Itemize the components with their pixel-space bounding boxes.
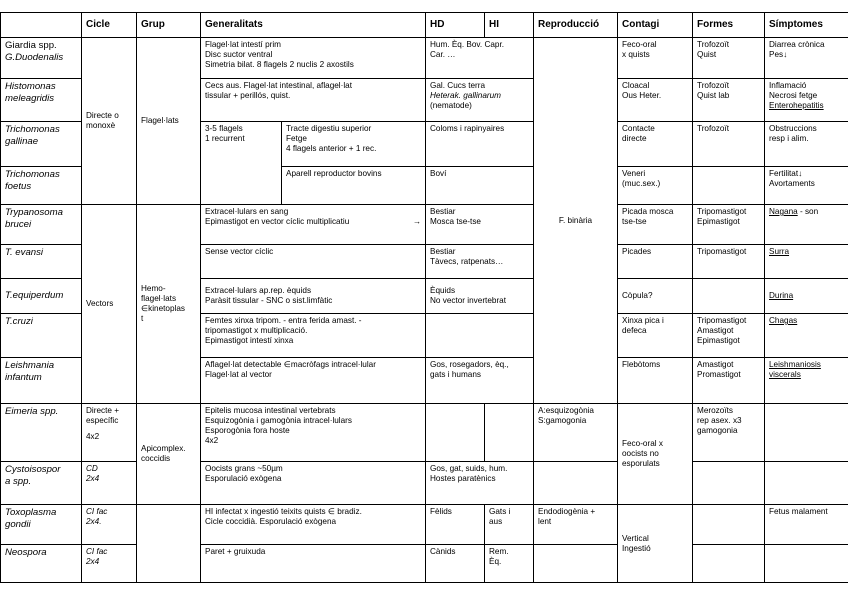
gen-text: tripomastigot x multiplicació. <box>205 326 308 335</box>
simptomes-cell <box>765 245 848 279</box>
species-name: T.cruzi <box>5 316 33 327</box>
cicle-text: 2x4 <box>86 557 100 566</box>
simptomes-link[interactable]: Chagas <box>769 316 798 325</box>
contagi-text: oocists no <box>622 449 659 458</box>
grup-text: Flagel·lats <box>141 116 179 125</box>
hd-text: Cànids <box>430 547 456 556</box>
formes-text: Tripomastigot <box>697 247 747 256</box>
generalitats-cell <box>201 505 426 545</box>
hd-text: Gal. Cucs terra <box>430 81 486 90</box>
repro-text: A:esquizogònia <box>538 406 594 415</box>
gen-text: 1 recurrent <box>205 134 245 143</box>
species-name: Cystoisospor <box>5 464 61 475</box>
contagi-cell <box>618 358 693 404</box>
contagi-cell <box>618 38 693 79</box>
hd-cell <box>426 38 534 79</box>
hi-text: Èq. <box>489 557 502 566</box>
cicle-text: CD <box>86 464 98 473</box>
contagi-text: Picada mosca <box>622 207 674 216</box>
gen-text: 4 flagels anterior + 1 rec. <box>286 144 377 153</box>
contagi-text: defeca <box>622 326 647 335</box>
contagi-cell <box>618 79 693 122</box>
header-hi: HI <box>485 13 534 38</box>
hi-text: aus <box>489 517 503 526</box>
reproduccio-cell <box>534 404 618 462</box>
header-simptomes: Símptomes <box>765 13 848 38</box>
simptomes-link[interactable]: Nagana <box>769 207 798 216</box>
species-name: Toxoplasma <box>5 507 57 518</box>
hd-text: Heterak. gallinarum <box>430 91 501 100</box>
formes-cell <box>693 314 765 358</box>
gen-text: Fetge <box>286 134 307 143</box>
contagi-text: x quists <box>622 50 650 59</box>
hd-cell <box>426 505 485 545</box>
simptomes-text: Fetus malament <box>769 507 828 516</box>
contagi-text: Feco-oral x <box>622 439 663 448</box>
cicle-text: 4x2 <box>86 432 100 441</box>
generalitats-cell <box>201 38 426 79</box>
hi-cell <box>485 505 534 545</box>
grup-text: Hemo- <box>141 284 166 293</box>
formes-text: rep asex. x3 <box>697 416 742 425</box>
formes-text: Epimastigot <box>697 217 740 226</box>
hd-cell <box>426 404 485 462</box>
header-formes: Formes <box>693 13 765 38</box>
contagi-text: Contacte <box>622 124 655 133</box>
gen-text: Paràsit tissular - SNC o sist.limfàtic <box>205 296 333 305</box>
species-name: Histomonas <box>5 81 56 92</box>
species-name: Eimeria spp. <box>5 406 59 417</box>
formes-cell <box>693 505 765 545</box>
contagi-cell <box>618 167 693 205</box>
gen-text: Epitelis mucosa intestinal vertebrats <box>205 406 336 415</box>
contagi-text: Veneri <box>622 169 646 178</box>
header-contagi: Contagi <box>618 13 693 38</box>
contagi-text: Cloacal <box>622 81 650 90</box>
simptomes-cell <box>765 505 848 545</box>
hd-cell <box>426 462 534 505</box>
species-name: a spp. <box>5 476 32 487</box>
hd-text: Car. … <box>430 50 456 59</box>
gen-text: Cicle coccidià. Esporulació exògena <box>205 517 337 526</box>
simptomes-text: - son <box>797 207 819 216</box>
hd-text: Bestiar <box>430 207 456 216</box>
formes-cell <box>693 462 765 505</box>
species-cell <box>1 545 82 583</box>
formes-text: Tripomastigot <box>697 207 747 216</box>
cicle-cell <box>82 38 137 205</box>
gen-text: tissular + perillós, quist. <box>205 91 291 100</box>
table-row <box>1 205 848 245</box>
simptomes-cell <box>765 279 848 314</box>
species-name: Giardia spp. <box>5 40 57 51</box>
hd-text: Mosca tse-tse <box>430 217 481 226</box>
formes-cell <box>693 79 765 122</box>
species-name: gondii <box>5 519 31 530</box>
table-row <box>1 404 848 462</box>
header-hd: HD <box>426 13 485 38</box>
header-cicle: Cicle <box>82 13 137 38</box>
contagi-cell <box>618 505 693 583</box>
species-cell <box>1 358 82 404</box>
simptomes-text: Obstruccions <box>769 124 817 133</box>
hd-text: Gos, rosegadors, èq., <box>430 360 509 369</box>
species-cell <box>1 314 82 358</box>
hd-cell <box>426 245 534 279</box>
gen-text: Sense vector cíclic <box>205 247 274 256</box>
species-cell <box>1 122 82 167</box>
hd-cell <box>426 79 534 122</box>
hd-text: Gos, gat, suids, hum. <box>430 464 508 473</box>
contagi-text: Xinxa pica i <box>622 316 664 325</box>
gen-text: Esporulació exògena <box>205 474 282 483</box>
formes-text: Epimastigot <box>697 336 740 345</box>
formes-text: Amastigot <box>697 360 734 369</box>
contagi-cell <box>618 279 693 314</box>
reproduccio-cell <box>534 545 618 583</box>
simptomes-text: Avortaments <box>769 179 815 188</box>
contagi-text: Ous Heter. <box>622 91 662 100</box>
cicle-text: 2x4. <box>86 517 102 526</box>
gen-text: Epimastigot intestí xinxa <box>205 336 294 345</box>
hd-cell <box>426 279 534 314</box>
simptomes-text: Fertilitat↓ <box>769 169 803 178</box>
gen-text: Femtes xinxa tripom. - entra ferida amast. - <box>205 316 362 325</box>
gen-text: Flagel·lat intestí prim <box>205 40 281 49</box>
header-grup: Grup <box>137 13 201 38</box>
hi-cell <box>485 545 534 583</box>
hi-text: Gats i <box>489 507 511 516</box>
simptomes-cell <box>765 167 848 205</box>
species-name: Trichomonas <box>5 124 60 135</box>
species-name: T.equiperdum <box>5 290 64 301</box>
hd-text: Tàvecs, ratpenats… <box>430 257 504 266</box>
formes-text: Quist lab <box>697 91 730 100</box>
simptomes-cell <box>765 404 848 462</box>
gen-text: HI infectat x ingestió teixits quists ∈ bradiz. <box>205 507 362 516</box>
species-cell <box>1 167 82 205</box>
simptomes-link[interactable]: Leishmaniosis <box>769 360 821 369</box>
species-cell <box>1 404 82 462</box>
contagi-text: tse-tse <box>622 217 647 226</box>
contagi-text: Picades <box>622 247 652 256</box>
cicle-cell <box>82 404 137 462</box>
hd-text: Bestiar <box>430 247 456 256</box>
simptomes-cell <box>765 122 848 167</box>
gen-line <box>205 217 421 227</box>
formes-text: Trofozoït <box>697 81 730 90</box>
cicle-cell <box>82 205 137 404</box>
parasites-table <box>0 12 848 583</box>
formes-cell <box>693 167 765 205</box>
formes-text: Promastigot <box>697 370 741 379</box>
generalitats-cell <box>201 245 426 279</box>
contagi-text: directe <box>622 134 647 143</box>
simptomes-link[interactable]: Enterohepatitis <box>769 101 824 110</box>
species-name: Trichomonas <box>5 169 60 180</box>
gen-text: Epimastigot en vector cíclic multiplicatiu <box>205 217 350 226</box>
contagi-text: Còpula? <box>622 291 653 300</box>
formes-cell <box>693 279 765 314</box>
contagi-cell <box>618 404 693 505</box>
cicle-text: específic <box>86 416 119 425</box>
gen-text: Extracel·lulars ap.rep. èquids <box>205 286 312 295</box>
contagi-cell <box>618 122 693 167</box>
simptomes-cell <box>765 358 848 404</box>
grup-cell <box>137 404 201 505</box>
formes-cell <box>693 122 765 167</box>
gen-text: Cecs aus. Flagel·lat intestinal, aflagel·lat <box>205 81 352 90</box>
simptomes-cell <box>765 205 848 245</box>
formes-text: Amastigot <box>697 326 734 335</box>
hd-cell <box>426 205 534 245</box>
gen-text: 4x2 <box>205 436 219 445</box>
gen-text: 3-5 flagels <box>205 124 243 133</box>
contagi-cell <box>618 314 693 358</box>
simptomes-text: Necrosi fetge <box>769 91 818 100</box>
repro-text: F. binària <box>558 215 593 225</box>
cicle-cell <box>82 545 137 583</box>
formes-cell <box>693 38 765 79</box>
contagi-text: Flebòtoms <box>622 360 661 369</box>
formes-text: Tripomastigot <box>697 316 747 325</box>
simptomes-text: Inflamació <box>769 81 807 90</box>
species-name: Neospora <box>5 547 47 558</box>
simptomes-cell <box>765 314 848 358</box>
contagi-text: esporulats <box>622 459 660 468</box>
grup-text: flagel·lats <box>141 294 177 303</box>
gen-text: Esporogònia fora hoste <box>205 426 290 435</box>
species-name: brucei <box>5 219 32 230</box>
table-row <box>1 505 848 545</box>
gen-text: Flagel·lat al vector <box>205 370 272 379</box>
species-cell <box>1 462 82 505</box>
cicle-text: CI fac <box>86 547 108 556</box>
generalitats-cell <box>201 358 426 404</box>
species-cell <box>1 79 82 122</box>
hd-text: Coloms i rapinyaires <box>430 124 505 133</box>
generalitats-cell <box>201 205 426 245</box>
formes-cell <box>693 245 765 279</box>
gen-text: Disc suctor ventral <box>205 50 273 59</box>
generalitats-cell <box>282 167 426 205</box>
formes-cell <box>693 205 765 245</box>
cicle-text: Directe + <box>86 406 119 415</box>
reproduccio-cell <box>534 38 618 404</box>
simptomes-cell <box>765 545 848 583</box>
species-cell <box>1 205 82 245</box>
table-row <box>1 462 848 505</box>
cicle-text: 2x4 <box>86 474 100 483</box>
hd-text: Hostes paratènics <box>430 474 496 483</box>
header-row <box>1 13 848 38</box>
hd-text: Hum. Èq. Bov. Capr. <box>430 40 505 49</box>
species-name: Trypanosoma <box>5 207 63 218</box>
repro-text: Endodiogènia + <box>538 507 596 516</box>
hd-cell <box>426 314 534 358</box>
reproduccio-cell <box>534 505 618 545</box>
contagi-cell <box>618 205 693 245</box>
simptomes-link[interactable]: viscerals <box>769 370 801 379</box>
contagi-text: Ingestió <box>622 543 651 553</box>
repro-text: S:gamogonia <box>538 416 587 425</box>
repro-text: lent <box>538 517 552 526</box>
simptomes-cell <box>765 462 848 505</box>
species-cell <box>1 505 82 545</box>
hd-text: (nematode) <box>430 101 472 110</box>
gen-text: Paret + gruixuda <box>205 547 266 556</box>
contagi-text: Vertical <box>622 533 649 543</box>
table-row <box>1 38 848 79</box>
cicle-text: CI fac <box>86 507 108 516</box>
formes-text: Trofozoït <box>697 124 730 133</box>
generalitats-cell <box>201 545 426 583</box>
grup-cell <box>137 505 201 583</box>
simptomes-link[interactable]: Surra <box>769 247 790 256</box>
contagi-text: Feco-oral <box>622 40 657 49</box>
cicle-text: monoxè <box>86 121 116 130</box>
contagi-cell <box>618 245 693 279</box>
simptomes-cell <box>765 38 848 79</box>
simptomes-text: resp i alim. <box>769 134 809 143</box>
formes-text: Trofozoït <box>697 40 730 49</box>
simptomes-text: Pes↓ <box>769 50 788 59</box>
gen-text: Esquizogònia i gamogònia intracel·lulars <box>205 416 353 425</box>
hd-text: gats i humans <box>430 370 481 379</box>
grup-text: Apicomplex. <box>141 444 186 453</box>
grup-cell <box>137 38 201 205</box>
formes-cell <box>693 404 765 462</box>
simptomes-link[interactable]: Durina <box>769 291 794 300</box>
hd-cell <box>426 167 534 205</box>
generalitats-cell <box>201 79 426 122</box>
hd-cell <box>426 358 534 404</box>
hd-cell <box>426 545 485 583</box>
generalitats-shared-cell <box>201 122 282 205</box>
species-name: gallinae <box>5 136 39 147</box>
formes-cell <box>693 358 765 404</box>
grup-text: coccidis <box>141 454 171 463</box>
table-row <box>1 545 848 583</box>
hi-text: Rem. <box>489 547 509 556</box>
grup-text: ∈kinetoplas <box>141 304 185 313</box>
species-name: G.Duodenalis <box>5 52 64 63</box>
arrow-icon: → <box>412 217 421 226</box>
formes-text: gamogonia <box>697 426 738 435</box>
grup-cell <box>137 205 201 404</box>
hd-text: Èquids <box>430 286 456 295</box>
gen-text: Oocists grans ~50µm <box>205 464 283 473</box>
hd-text: Fèlids <box>430 507 452 516</box>
header-blank <box>1 13 82 38</box>
gen-text: Aparell reproductor bovins <box>286 169 382 178</box>
formes-text: Merozoïts <box>697 406 733 415</box>
species-name: T. evansi <box>5 247 44 258</box>
species-name: infantum <box>5 372 42 383</box>
cicle-text: Directe o <box>86 111 119 120</box>
hd-text: Boví <box>430 169 447 178</box>
species-cell <box>1 38 82 79</box>
generalitats-cell <box>282 122 426 167</box>
generalitats-cell <box>201 404 426 462</box>
simptomes-text: Diarrea crònica <box>769 40 825 49</box>
hd-cell <box>426 122 534 167</box>
contagi-text: (muc.sex.) <box>622 179 661 188</box>
cicle-text: Vectors <box>86 299 114 308</box>
simptomes-cell <box>765 79 848 122</box>
gen-text: Extracel·lulars en sang <box>205 207 289 216</box>
header-reproduccio: Reproducció <box>534 13 618 38</box>
gen-text: Simetria bilat. 8 flagels 2 nuclis 2 axostils <box>205 60 354 69</box>
hd-text: No vector invertebrat <box>430 296 506 305</box>
cicle-cell <box>82 505 137 545</box>
species-cell <box>1 279 82 314</box>
species-name: meleagridis <box>5 93 55 104</box>
hi-cell <box>485 404 534 462</box>
generalitats-cell <box>201 279 426 314</box>
species-name: foetus <box>5 181 32 192</box>
species-cell <box>1 245 82 279</box>
generalitats-cell <box>201 314 426 358</box>
grup-text: t <box>141 314 144 323</box>
generalitats-cell <box>201 462 426 505</box>
formes-text: Quist <box>697 50 717 59</box>
cicle-cell <box>82 462 137 505</box>
formes-cell <box>693 545 765 583</box>
species-name: Leishmania <box>5 360 55 371</box>
gen-text: Aflagel·lat detectable ∈macròfags intracel·lular <box>205 360 376 369</box>
reproduccio-cell <box>534 462 618 505</box>
header-generalitats: Generalitats <box>201 13 426 38</box>
gen-text: Tracte digestiu superior <box>286 124 372 133</box>
